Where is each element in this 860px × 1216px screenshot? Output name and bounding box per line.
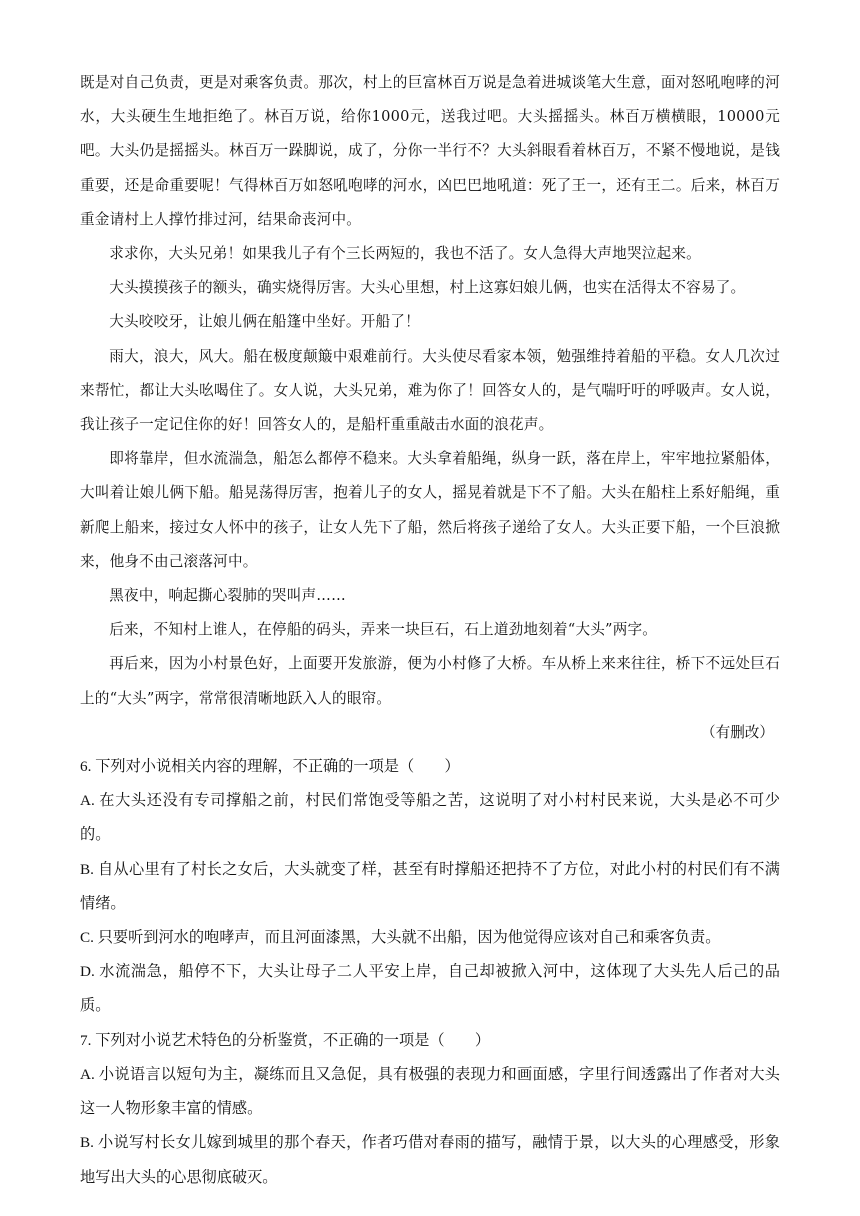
question-list [80,750,780,1195]
source-note: （有删改） [701,723,774,741]
option-c: C. 只要听到河水的咆哮声，而且河面漆黑，大头就不出船，因为他觉得应该对自己和乘客负责。 [80,929,721,947]
story-paragraph: 求求你，大头兄弟！如果我儿子有个三长两短的，我也不活了。女人急得大声地哭泣起来。 [109,245,701,263]
option-a: A. 在大头还没有专司撑船之前，村民们常饱受等船之苦，这说明了对小村村民来说，大头是必不可少的。 [80,792,780,844]
story-paragraph: 即将靠岸，但水流湍急，船怎么都停不稳来。大头拿着船绳，纵身一跃，落在岸上，牢牢地拉紧船体，大叫着让娘儿俩下船。船晃荡得厉害，抱着儿子的女人，摇晃着就是下不了船。大头在船柱上系好船绳，重新爬上船来，接过女人怀中的孩子，让女人先下了船，然后将孩子递给了女人。大头正要下船，一个巨浪掀来，他身不由己滚落河中。 [80,450,780,570]
story-paragraph: 大头咬咬牙，让娘儿俩在船篷中坐好。开船了！ [109,313,420,331]
option-b: B. 小说写村长女儿嫁到城里的那个春天，作者巧借对春雨的描写，融情于景，以大头的心理感受，形象地写出大头的心思彻底破灭。 [80,1134,780,1186]
story-paragraph: 后来，不知村上谁人，在停船的码头，弄来一块巨石，石上道劲地刻着“大头”两字。 [109,621,658,639]
question-stem: 7. 下列对小说艺术特色的分析鉴赏，不正确的一项是（ ） [80,1031,491,1049]
option-a: A. 小说语言以短句为主，凝练而且又急促，具有极强的表现力和画面感，字里行间透露出了作者对大头这一人物形象丰富的情感。 [80,1065,780,1118]
question-6 [80,750,780,1024]
story-paragraph: 既是对自己负责，更是对乘客负责。那次，村上的巨富林百万说是急着进城谈笔大生意，面对怒吼咆哮的河水，大头硬生生地拒绝了。林百万说，给你1000元，送我过吧。大头摇摇头。林百万横横眼，10000元吧。大头仍是摇摇头。林百万一跺脚说，成了，分你一半行不？大头斜眼看着林百万，不紧不慢地说，是钱重要，还是命重要呢！气得林百万如怒吼咆哮的河水，凶巴巴地吼道：死了王一，还有王二。后来，林百万重金请村上人撑竹排过河，结果命丧河中。 [80,74,780,228]
story-paragraph: 再后来，因为小村景色好，上面要开发旅游，便为小村修了大桥。车从桥上来来往往，桥下不远处巨石上的“大头”两字，常常很清晰地跃入人的眼帘。 [80,655,780,707]
option-b: B. 自从心里有了村长之女后，大头就变了样，甚至有时撑船还把持不了方位，对此小村的村民们有不满情绪。 [80,860,780,912]
option-d: D. 水流湍急，船停不下，大头让母子二人平安上岸，自己却被掀入河中，这体现了大头先人后己的品质。 [80,963,780,1015]
story-paragraph: 黑夜中，响起撕心裂肺的哭叫声…… [109,587,346,605]
story-text [80,66,780,716]
story-paragraph: 雨大，浪大，风大。船在极度颠簸中艰难前行。大头使尽看家本领，勉强维持着船的平稳。女人几次过来帮忙，都让大头吆喝住了。女人说，大头兄弟，难为你了！回答女人的，是气喘吁吁的呼吸声。女人说，我让孩子一定记住你的好！回答女人的，是船杆重重敲击水面的浪花声。 [80,347,780,434]
story-paragraph: 大头摸摸孩子的额头，确实烧得厉害。大头心里想，村上这寡妇娘儿俩，也实在活得太不容易了。 [109,279,746,297]
question-stem: 6. 下列对小说相关内容的理解，不正确的一项是（ ） [80,758,460,776]
question-7 [80,1024,780,1195]
